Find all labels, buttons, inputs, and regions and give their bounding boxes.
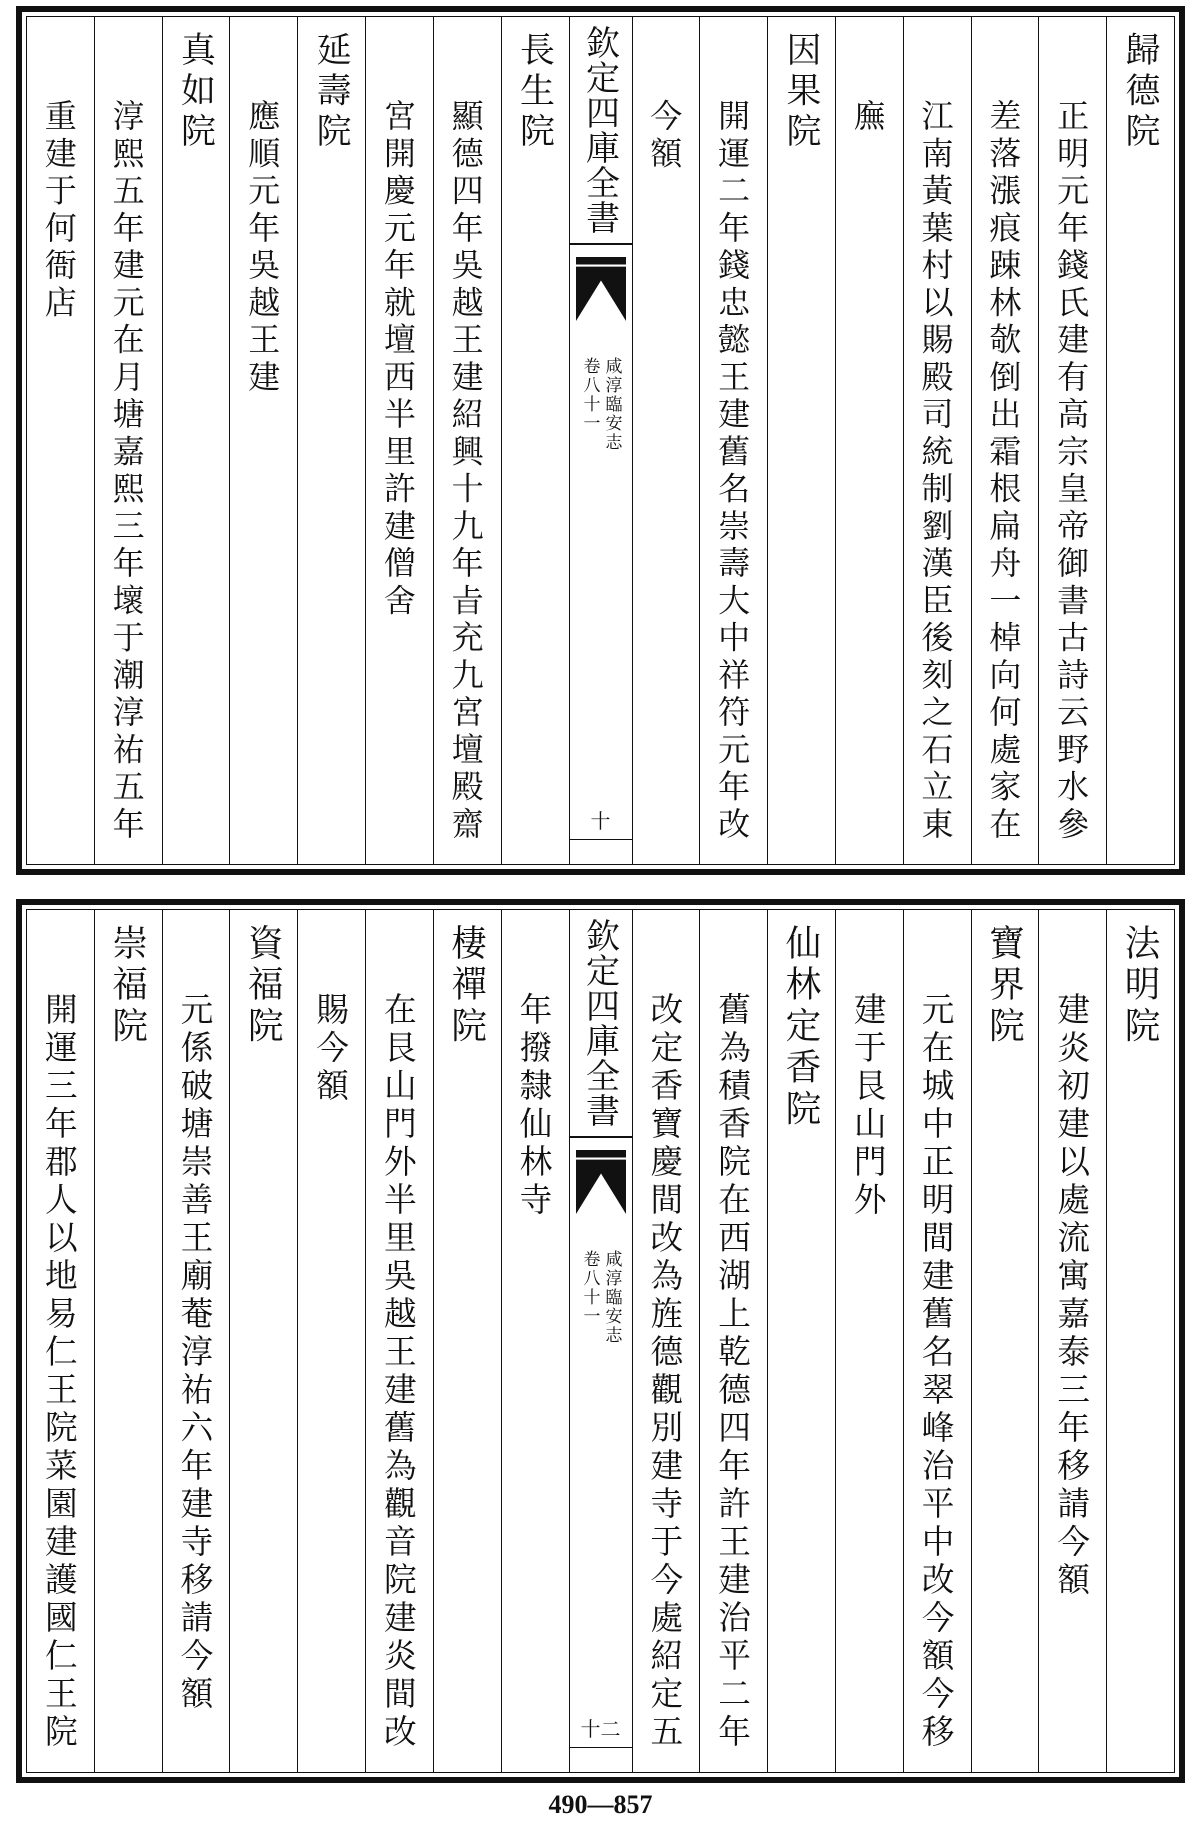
entry-text: 顯德四年吳越王建紹興十九年㫖充九宮壇殿齋 — [446, 99, 485, 844]
text-column — [903, 910, 971, 1772]
entry-text: 廡 — [848, 99, 887, 137]
center-fold — [569, 17, 632, 864]
fish-tail-icon — [576, 1150, 626, 1214]
text-column — [699, 17, 767, 864]
entry-text: 改定香寶慶間改為旌德觀別建寺于今處紹定五 — [645, 992, 684, 1752]
text-column — [297, 17, 365, 864]
book-title: 咸淳臨安志 — [601, 1250, 622, 1345]
text-column — [162, 910, 230, 1772]
entry-text: 開運二年錢忠懿王建舊名崇壽大中祥符元年改 — [713, 99, 752, 844]
text-column — [26, 910, 94, 1772]
temple-heading: 歸德院 — [1119, 31, 1159, 153]
text-column — [632, 17, 700, 864]
text-column — [767, 17, 835, 864]
temple-heading: 法明院 — [1119, 924, 1160, 1049]
text-column — [767, 910, 835, 1772]
entry-text: 在艮山門外半里吳越王建舊為觀音院建炎間改 — [378, 992, 417, 1752]
entry-text: 應順元年吳越王建 — [243, 99, 282, 397]
text-column — [501, 910, 569, 1772]
volume-label — [576, 1250, 626, 1450]
page-bottom-columns — [26, 909, 1175, 1773]
entry-text: 重建于何衙店 — [39, 99, 78, 323]
entry-text: 淳熙五年建元在月塘嘉熙三年壞于潮淳祐五年 — [107, 99, 146, 844]
entry-text: 開運三年郡人以地易仁王院菜園建護國仁王院 — [39, 992, 78, 1752]
temple-heading: 棲禪院 — [445, 924, 487, 1049]
fish-tail-icon — [576, 257, 626, 321]
entry-text: 正明元年錢氏建有高宗皇帝御書古詩云野水參 — [1052, 99, 1091, 844]
entry-text: 年撥隸仙林寺 — [514, 992, 553, 1220]
temple-heading: 延壽院 — [310, 31, 351, 153]
temple-heading: 崇福院 — [106, 924, 148, 1049]
volume-label — [576, 357, 626, 557]
text-column — [1106, 17, 1174, 864]
text-column — [229, 910, 297, 1772]
temple-heading: 仙林定香院 — [779, 924, 821, 1131]
temple-heading: 寶界院 — [983, 924, 1025, 1049]
series-title: 欽定四庫全書 — [579, 25, 620, 235]
text-column — [632, 910, 700, 1772]
text-column — [699, 910, 767, 1772]
leaf-number: 十 — [590, 809, 611, 833]
text-column — [365, 17, 433, 864]
page-top-columns — [26, 16, 1175, 865]
entry-text: 建炎初建以處流寓嘉泰三年移請今額 — [1052, 992, 1091, 1600]
volume-number: 卷八十一 — [579, 1250, 600, 1326]
book-title: 咸淳臨安志 — [601, 357, 622, 452]
text-column — [835, 17, 903, 864]
text-column — [229, 17, 297, 864]
temple-heading: 長生院 — [513, 31, 554, 153]
entry-text: 元係破塘崇善王廟菴淳祐六年建寺移請今額 — [175, 992, 214, 1714]
text-column — [1106, 910, 1174, 1772]
text-column — [26, 17, 94, 864]
text-column — [835, 910, 903, 1772]
text-column — [1038, 910, 1106, 1772]
entry-text: 江南黃葉村以賜殿司統制劉漢臣後刻之石立東 — [916, 99, 955, 844]
text-column — [971, 17, 1039, 864]
text-column — [433, 910, 501, 1772]
text-column — [971, 910, 1039, 1772]
text-column — [433, 17, 501, 864]
entry-text: 舊為積香院在西湖上乾德四年許王建治平二年 — [713, 992, 752, 1752]
entry-text: 賜今額 — [311, 992, 350, 1106]
text-column — [94, 910, 162, 1772]
entry-text: 今額 — [645, 99, 684, 174]
leaf-number: 十二 — [580, 1717, 621, 1741]
page-bottom-frame — [16, 899, 1185, 1783]
text-column — [94, 17, 162, 864]
temple-heading: 真如院 — [174, 31, 215, 153]
temple-heading: 資福院 — [242, 924, 284, 1049]
volume-number: 卷八十一 — [579, 357, 600, 433]
entry-text: 差落漲痕踈林欹倒出霜根扁舟一棹向何處家在 — [984, 99, 1023, 844]
page-number: 490—857 — [548, 1790, 653, 1819]
text-column — [501, 17, 569, 864]
text-column — [162, 17, 230, 864]
text-column — [365, 910, 433, 1772]
center-fold — [569, 910, 632, 1772]
text-column — [903, 17, 971, 864]
text-column — [297, 910, 365, 1772]
text-column — [1038, 17, 1106, 864]
entry-text: 宮開慶元年就壇西半里許建僧舍 — [378, 99, 417, 621]
page-top-frame — [16, 6, 1185, 875]
entry-text: 元在城中正明間建舊名翠峰治平中改今額今移 — [916, 992, 955, 1752]
temple-heading: 因果院 — [779, 31, 820, 153]
series-title: 欽定四庫全書 — [579, 918, 620, 1128]
entry-text: 建于艮山門外 — [848, 992, 887, 1220]
